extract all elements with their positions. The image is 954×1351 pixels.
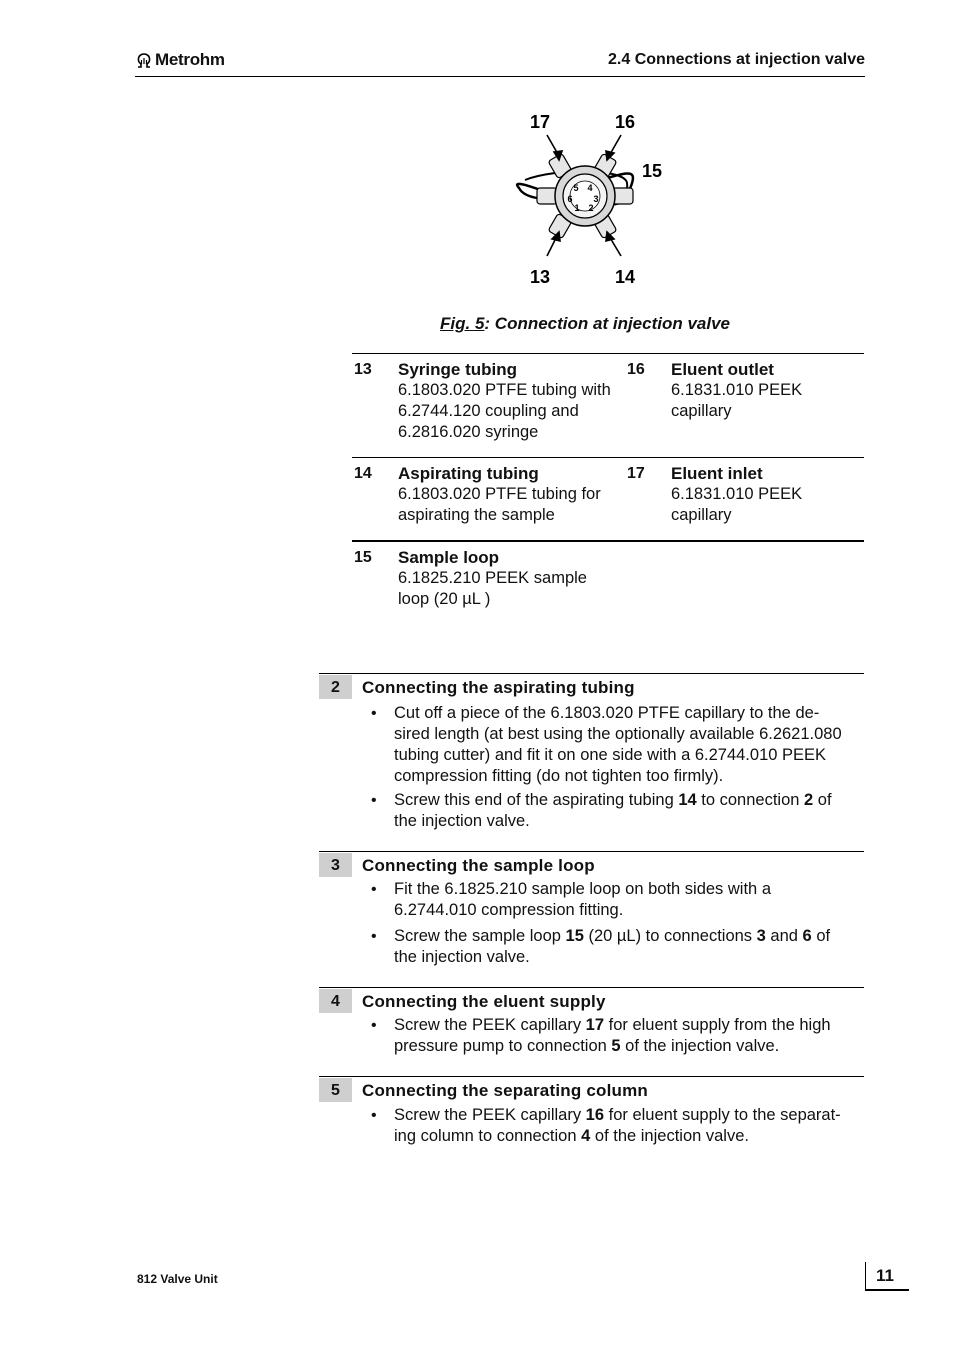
step-3-rule [319, 851, 864, 852]
metrohm-omega-icon [135, 51, 153, 69]
step-2-title: Connecting the aspirating tubing [362, 678, 635, 697]
legend-desc-16: 6.1831.010 PEEK capillary [671, 381, 803, 420]
label-16: 16 [614, 112, 636, 132]
legend-desc-15: 6.1825.210 PEEK sample loop (20 µL ) [398, 569, 587, 608]
step-2-bullet-2-marker: • [371, 792, 377, 809]
legend-num-17: 17 [627, 465, 645, 482]
step-5-number: 5 [319, 1078, 352, 1102]
footer-doc-name: 812 Valve Unit [137, 1272, 218, 1286]
step-3-bullet-2-marker: • [371, 928, 377, 945]
legend-num-14: 14 [354, 465, 372, 482]
step-5-rule [319, 1076, 864, 1077]
port-3: 3 [593, 194, 599, 204]
step-4-title: Connecting the eluent supply [362, 992, 606, 1011]
legend-title-16: Eluent outlet [671, 360, 774, 379]
step-5-bullet-1-marker: • [371, 1107, 377, 1124]
figure-ref-link[interactable]: Fig. 5 [440, 314, 485, 333]
brand-name: Metrohm [155, 50, 225, 69]
step-2-bullet-1: Cut off a piece of the 6.1803.020 PTFE capillary to the de- sired length (at best using the optionally available 6.2621.080 tubing cutter) and fit it on one side with a 6.2744.010 PEEK compression fitting (do not tighten too firmly). [394, 704, 842, 785]
port-4: 4 [587, 183, 593, 193]
legend-desc-13: 6.1803.020 PTFE tubing with 6.2744.120 coupling and 6.2816.020 syringe [398, 381, 611, 441]
step-3-title: Connecting the sample loop [362, 856, 595, 875]
legend-mid-rule [352, 457, 864, 458]
step-4-rule [319, 987, 864, 988]
legend-num-15: 15 [354, 549, 372, 566]
label-14: 14 [614, 267, 636, 287]
legend-desc-14: 6.1803.020 PTFE tubing for aspirating the sample [398, 485, 601, 524]
step-3-bullet-2: Screw the sample loop 15 (20 µL) to connections 3 and 6 of the injection valve. [394, 927, 831, 966]
legend-desc-17: 6.1831.010 PEEK capillary [671, 485, 803, 524]
legend-num-16: 16 [627, 361, 645, 378]
legend-num-13: 13 [354, 361, 372, 378]
step-5-bullet-1: Screw the PEEK capillary 16 for eluent supply to the separat- ing column to connection 4 of the injection valve. [394, 1106, 841, 1145]
section-title: 2.4 Connections at injection valve [608, 51, 865, 68]
page-number: 11 [876, 1266, 894, 1285]
step-5-title: Connecting the separating column [362, 1081, 648, 1100]
brand-logo [135, 50, 225, 70]
port-1: 1 [574, 203, 580, 213]
label-13: 13 [529, 267, 551, 287]
label-17: 17 [529, 112, 551, 132]
legend-title-17: Eluent inlet [671, 464, 763, 483]
step-4-number: 4 [319, 989, 352, 1013]
legend-title-14: Aspirating tubing [398, 464, 539, 483]
legend-top-rule [352, 353, 864, 354]
legend-title-15: Sample loop [398, 548, 500, 567]
step-2-rule [319, 673, 864, 674]
step-2-number: 2 [319, 675, 352, 699]
step-4-bullet-1: Screw the PEEK capillary 17 for eluent supply from the high pressure pump to connection 5 of the injection valve. [394, 1016, 831, 1055]
step-3-number: 3 [319, 853, 352, 877]
step-3-bullet-1-marker: • [371, 881, 377, 898]
port-5: 5 [573, 183, 579, 193]
legend-title-13: Syringe tubing [398, 360, 517, 379]
step-4-bullet-1-marker: • [371, 1017, 377, 1034]
step-2-bullet-1-marker: • [371, 705, 377, 722]
port-6: 6 [567, 194, 573, 204]
legend-bottom-rule [352, 540, 864, 542]
step-3-bullet-1: Fit the 6.1825.210 sample loop on both sides with a 6.2744.010 compression fitting. [394, 880, 771, 919]
figure-caption-text: : Connection at injection valve [484, 314, 731, 333]
step-2-bullet-2: Screw this end of the aspirating tubing 14 to connection 2 of the injection valve. [394, 791, 832, 830]
port-2: 2 [588, 203, 594, 213]
header-rule [135, 76, 865, 77]
figure-caption [440, 314, 730, 334]
label-15: 15 [641, 161, 663, 181]
page-number-divider [865, 1262, 866, 1290]
injection-valve-diagram [505, 108, 685, 293]
page-number-rule [865, 1289, 909, 1291]
